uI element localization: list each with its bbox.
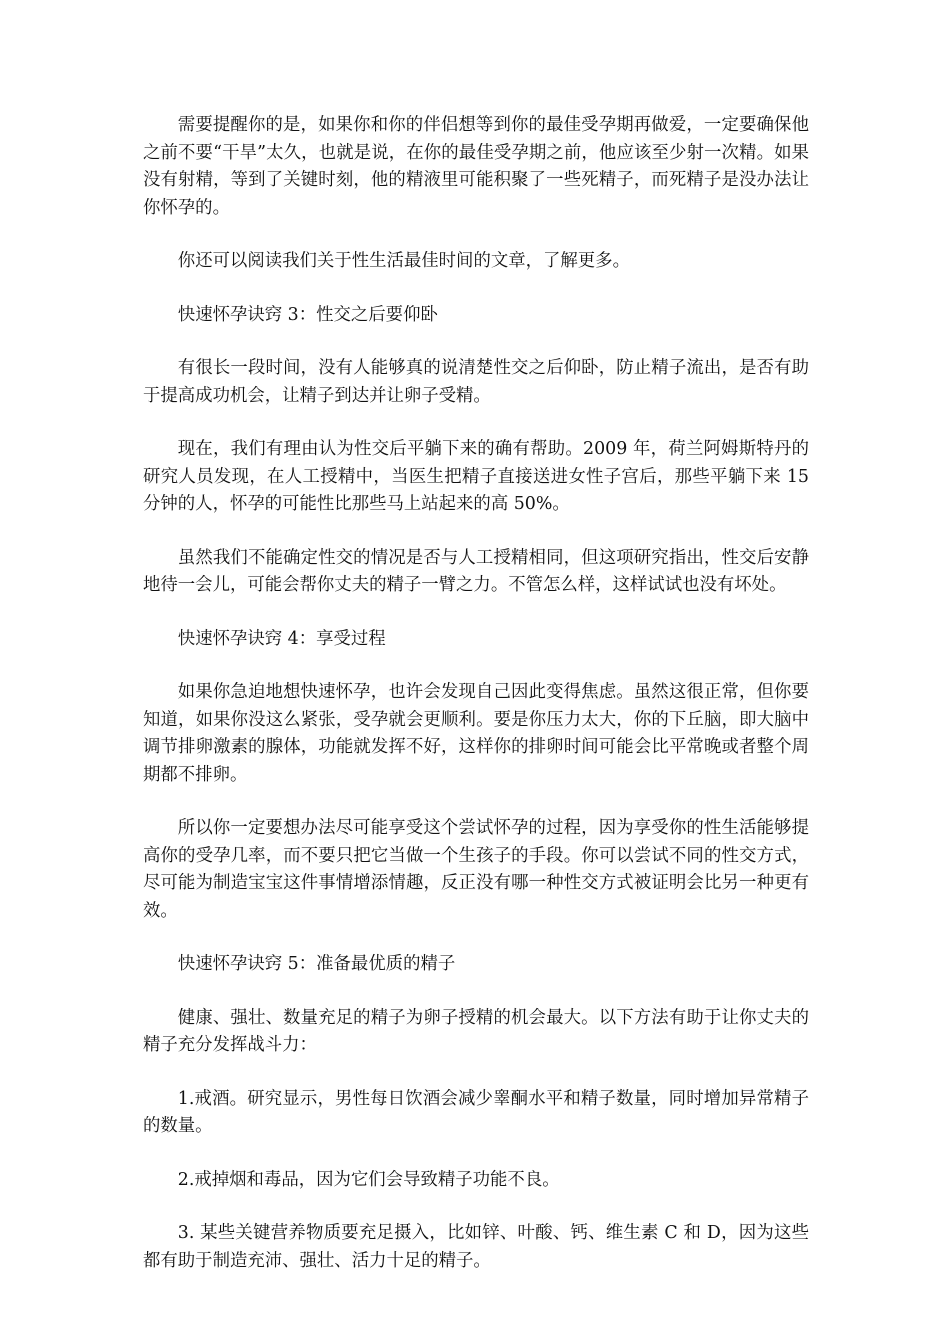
list-item-quit-smoking: 2.戒掉烟和毒品，因为它们会导致精子功能不良。	[177, 1169, 560, 1190]
paragraph-anxiety: 如果你急迫地想快速怀孕，也许会发现自己因此变得焦虑。虽然这很正常，但你要知道，如果你没这么紧张，受孕就会更顺利。要是你压力太大，你的下丘脑，即大脑中调节排卵激素的腺体，功能就发挥不好，这样你的排卵时间可能会比平常晚或者整个周期都不排卵。	[143, 682, 809, 785]
document-page	[143, 112, 809, 1301]
paragraph-sperm-timing: 需要提醒你的是，如果你和你的伴侣想等到你的最佳受孕期再做爱，一定要确保他之前不要“干旱”太久，也就是说，在你的最佳受孕期之前，他应该至少射一次精。如果没有射精，等到了关键时刻，他的精液里可能积聚了一些死精子，而死精子是没办法让你怀孕的。	[143, 115, 809, 218]
paragraph-healthy-sperm: 健康、强壮、数量充足的精子为卵子授精的机会最大。以下方法有助于让你丈夫的精子充分发挥战斗力：	[143, 1007, 809, 1055]
paragraph-rest-after: 虽然我们不能确定性交的情况是否与人工授精相同，但这项研究指出，性交后安静地待一会儿，可能会帮你丈夫的精子一臂之力。不管怎么样，这样试试也没有坏处。	[143, 547, 809, 595]
paragraph-read-more: 你还可以阅读我们关于性生活最佳时间的文章，了解更多。	[177, 251, 630, 271]
tip-heading-5: 快速怀孕诀窍 5：准备最优质的精子	[177, 954, 456, 974]
list-item-nutrients: 3. 某些关键营养物质要充足摄入，比如锌、叶酸、钙、维生素 C 和 D，因为这些都有助于制造充沛、强壮、活力十足的精子。	[143, 1223, 809, 1271]
tip-heading-3: 快速怀孕诀窍 3：性交之后要仰卧	[177, 304, 438, 325]
tip-heading-4: 快速怀孕诀窍 4：享受过程	[177, 628, 386, 649]
list-item-quit-alcohol: 1.戒酒。研究显示，男性每日饮酒会减少睾酮水平和精子数量，同时增加异常精子的数量。	[143, 1088, 809, 1136]
paragraph-amsterdam-study: 现在，我们有理由认为性交后平躺下来的确有帮助。2009 年，荷兰阿姆斯特丹的研究人员发现，在人工授精中，当医生把精子直接送进女性子宫后，那些平躺下来 15 分钟的人，怀孕的可能性比那些马上站起来的高 50%。	[143, 439, 809, 514]
paragraph-lie-down-question: 有很长一段时间，没有人能够真的说清楚性交之后仰卧，防止精子流出，是否有助于提高成功机会，让精子到达并让卵子受精。	[143, 358, 809, 406]
paragraph-enjoy-process: 所以你一定要想办法尽可能享受这个尝试怀孕的过程，因为享受你的性生活能够提高你的受孕几率，而不要只把它当做一个生孩子的手段。你可以尝试不同的性交方式，尽可能为制造宝宝这件事情增添情趣，反正没有哪一种性交方式被证明会比另一种更有效。	[143, 818, 809, 921]
